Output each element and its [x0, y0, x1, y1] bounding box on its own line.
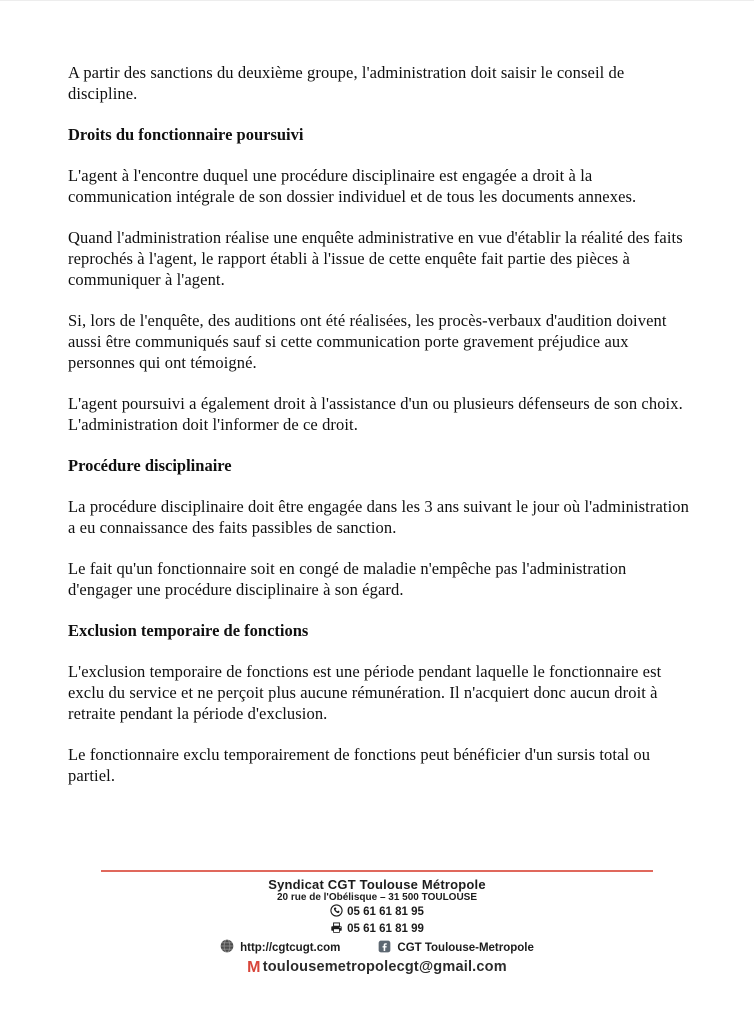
paragraph: L'agent poursuivi a également droit à l'assistance d'un ou plusieurs défenseurs de son choix. L'administration doit l'informer de ce droit. [68, 394, 683, 434]
web-line [0, 939, 754, 958]
email-address: toulousemetropolecgt@gmail.com [262, 959, 507, 975]
organization-address: 20 rue de l'Obélisque – 31 500 TOULOUSE [276, 892, 478, 903]
globe-icon [220, 939, 234, 958]
paragraph: Si, lors de l'enquête, des auditions ont été réalisées, les procès-verbaux d'audition doivent aussi être communiqués sauf si cette communication porte gravement préjudice aux personnes qui ont témoigné. [68, 311, 667, 372]
section-heading: Droits du fonctionnaire poursuivi [68, 125, 304, 144]
paragraph: Le fait qu'un fonctionnaire soit en congé de maladie n'empêche pas l'administration d'engager une procédure disciplinaire à son égard. [68, 559, 627, 599]
paragraph: Le fonctionnaire exclu temporairement de fonctions peut bénéficier d'un sursis total ou partiel. [68, 745, 651, 785]
paragraph: L'agent à l'encontre duquel une procédure disciplinaire est engagée a droit à la communication intégrale de son dossier individuel et de tous les documents annexes. [68, 166, 637, 206]
facebook-icon [378, 940, 391, 958]
letterhead-footer [0, 870, 754, 976]
section-heading: Procédure disciplinaire [68, 456, 232, 475]
document-body [68, 62, 694, 806]
organization-name: Syndicat CGT Toulouse Métropole [268, 877, 486, 892]
fax-number: 05 61 61 81 99 [347, 923, 424, 935]
facebook-page-name: CGT Toulouse-Metropole [397, 942, 534, 954]
phone-icon [330, 904, 343, 921]
paragraph: La procédure disciplinaire doit être engagée dans les 3 ans suivant le jour où l'administration a eu connaissance des faits passibles de sanction. [68, 497, 689, 537]
email-line [0, 959, 754, 976]
paragraph: L'exclusion temporaire de fonctions est une période pendant laquelle le fonctionnaire est exclu du service et ne perçoit plus aucune rémunération. Il n'acquiert donc aucun droit à retraite pendant la période d'exclusion. [68, 662, 662, 723]
website-url: http://cgtcugt.com [240, 942, 341, 954]
paragraph: Quand l'administration réalise une enquête administrative en vue d'établir la réalité des faits reprochés à l'agent, le rapport établi à l'issue de cette enquête fait partie des pièces à communiquer à l'agent. [68, 228, 683, 289]
gmail-icon: M [247, 958, 261, 976]
phone-number: 05 61 61 81 95 [347, 906, 424, 918]
section-heading: Exclusion temporaire de fonctions [68, 621, 309, 640]
paragraph: A partir des sanctions du deuxième groupe, l'administration doit saisir le conseil de discipline. [68, 63, 625, 103]
fax-icon [330, 921, 343, 938]
footer-divider [101, 870, 653, 872]
fax-line [0, 921, 754, 938]
phone-line [0, 904, 754, 921]
